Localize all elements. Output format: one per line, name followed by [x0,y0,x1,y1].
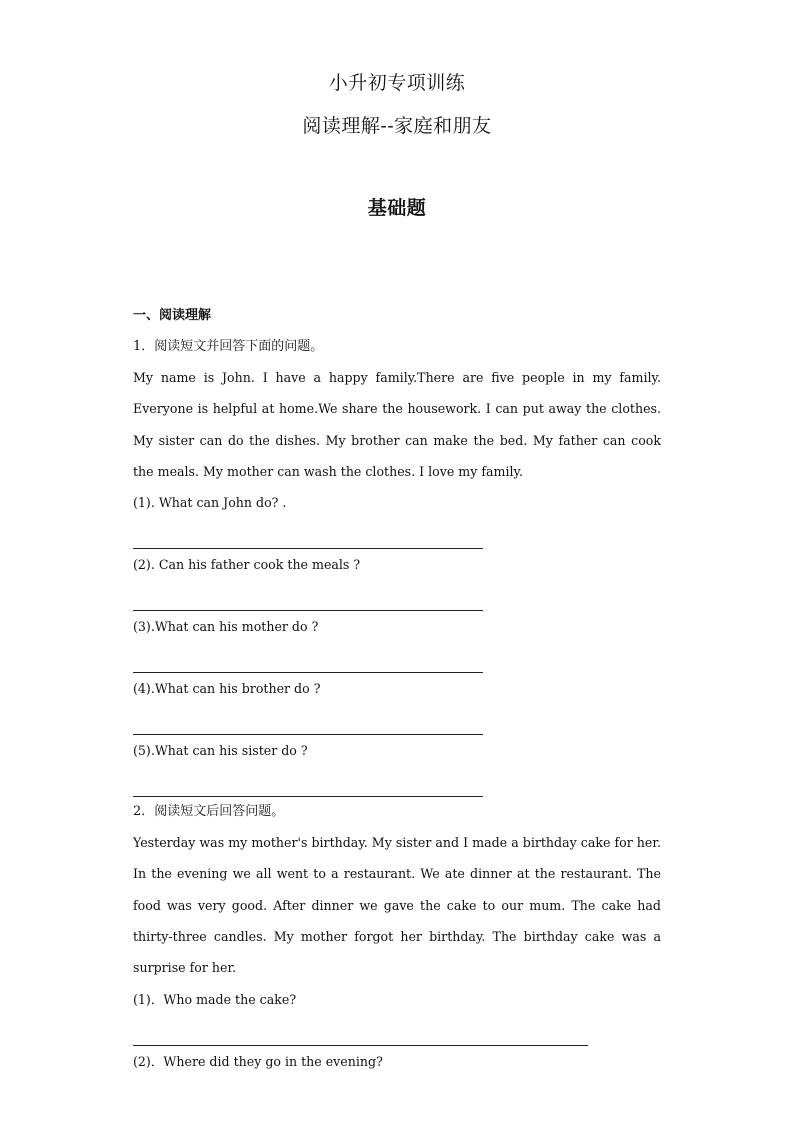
section-heading: 一、阅读理解 [133,308,212,323]
question-1-sub-2: (2). Can his father cook the meals ? [133,557,361,573]
question-1-sub-4: (4).What can his brother do ? [133,681,321,697]
question-1-sub-1: (1). What can John do? . [133,495,287,511]
answer-line[interactable] [133,704,661,735]
question-1-passage: My name is John. I have a happy family.There are five people in my family. Everyone is helpful at home.We share the housework. I can put away the clothes. My sister can do the dishes. My brother can make the bed. My father can cook the meals. My mother can wash the clothes. I love my family. [133,370,661,479]
question-2-passage: Yesterday was my mother's birthday. My sister and I made a birthday cake for her. In the evening we all went to a restaurant. We ate dinner at the restaurant. The food was very good. After dinner we gave the cake to our mum. The cake had thirty-three candles. My mother forgot her birthday. The birthday cake was a surprise for her. [133,835,661,976]
question-2-title: 2．阅读短文后回答问题。 [133,804,285,820]
answer-line[interactable] [133,1015,661,1046]
question-2-sub-1: (1)．Who made the cake? [133,991,297,1007]
answer-line[interactable] [133,766,661,797]
question-2-sub-2: (2)．Where did they go in the evening? [133,1053,383,1069]
answer-line[interactable] [133,580,661,611]
question-1-sub-3: (3).What can his mother do ? [133,619,319,635]
exercise-content [133,305,661,1077]
question-1-sub-5: (5).What can his sister do ? [133,743,308,759]
difficulty-level-heading: 基础题 [367,197,427,219]
answer-line[interactable] [133,518,661,549]
answer-line[interactable] [133,642,661,673]
document-title: 小升初专项训练 [328,72,466,94]
document-subtitle: 阅读理解--家庭和朋友 [302,115,492,137]
question-1-title: 1．阅读短文并回答下面的问题。 [133,339,324,354]
